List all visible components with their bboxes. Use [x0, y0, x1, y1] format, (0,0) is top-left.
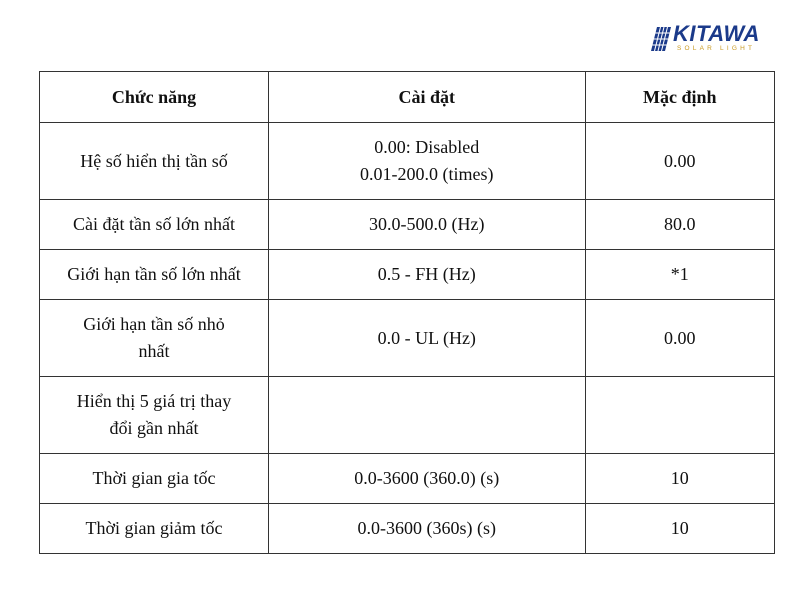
table-row: [40, 200, 775, 250]
cell-setting: 0.00: Disabled 0.01-200.0 (times): [269, 123, 585, 200]
header-function: Chức năng: [40, 72, 269, 123]
solar-panel-icon: [651, 24, 673, 54]
cell-default: 0.00: [585, 300, 774, 377]
cell-setting: 0.5 - FH (Hz): [269, 250, 585, 300]
logo-name: KITAWA: [673, 21, 760, 46]
cell-function: Giới hạn tần số nhỏ nhất: [40, 300, 269, 377]
kitawa-logo: [651, 21, 763, 58]
table-row: [40, 504, 775, 554]
cell-setting: 30.0-500.0 (Hz): [269, 200, 585, 250]
table-row: [40, 377, 775, 454]
cell-default: 80.0: [585, 200, 774, 250]
cell-function: Thời gian gia tốc: [40, 454, 269, 504]
cell-function: Thời gian giảm tốc: [40, 504, 269, 554]
header-setting: Cài đặt: [269, 72, 585, 123]
cell-default: [585, 377, 774, 454]
cell-default: 10: [585, 454, 774, 504]
cell-setting: 0.0-3600 (360s) (s): [269, 504, 585, 554]
cell-function: Cài đặt tần số lớn nhất: [40, 200, 269, 250]
table-row: [40, 250, 775, 300]
cell-setting: [269, 377, 585, 454]
cell-function: Giới hạn tần số lớn nhất: [40, 250, 269, 300]
cell-function: Hiển thị 5 giá trị thay đổi gần nhất: [40, 377, 269, 454]
cell-setting: 0.0-3600 (360.0) (s): [269, 454, 585, 504]
cell-default: 10: [585, 504, 774, 554]
table-header-row: [40, 72, 775, 123]
cell-default: *1: [585, 250, 774, 300]
table-row: [40, 123, 775, 200]
table-row: [40, 454, 775, 504]
logo-tagline: SOLAR LIGHT: [677, 45, 756, 52]
cell-setting: 0.0 - UL (Hz): [269, 300, 585, 377]
header-default: Mặc định: [585, 72, 774, 123]
cell-default: 0.00: [585, 123, 774, 200]
cell-function: Hệ số hiển thị tần số: [40, 123, 269, 200]
table-row: [40, 300, 775, 377]
parameter-table: [39, 71, 775, 554]
